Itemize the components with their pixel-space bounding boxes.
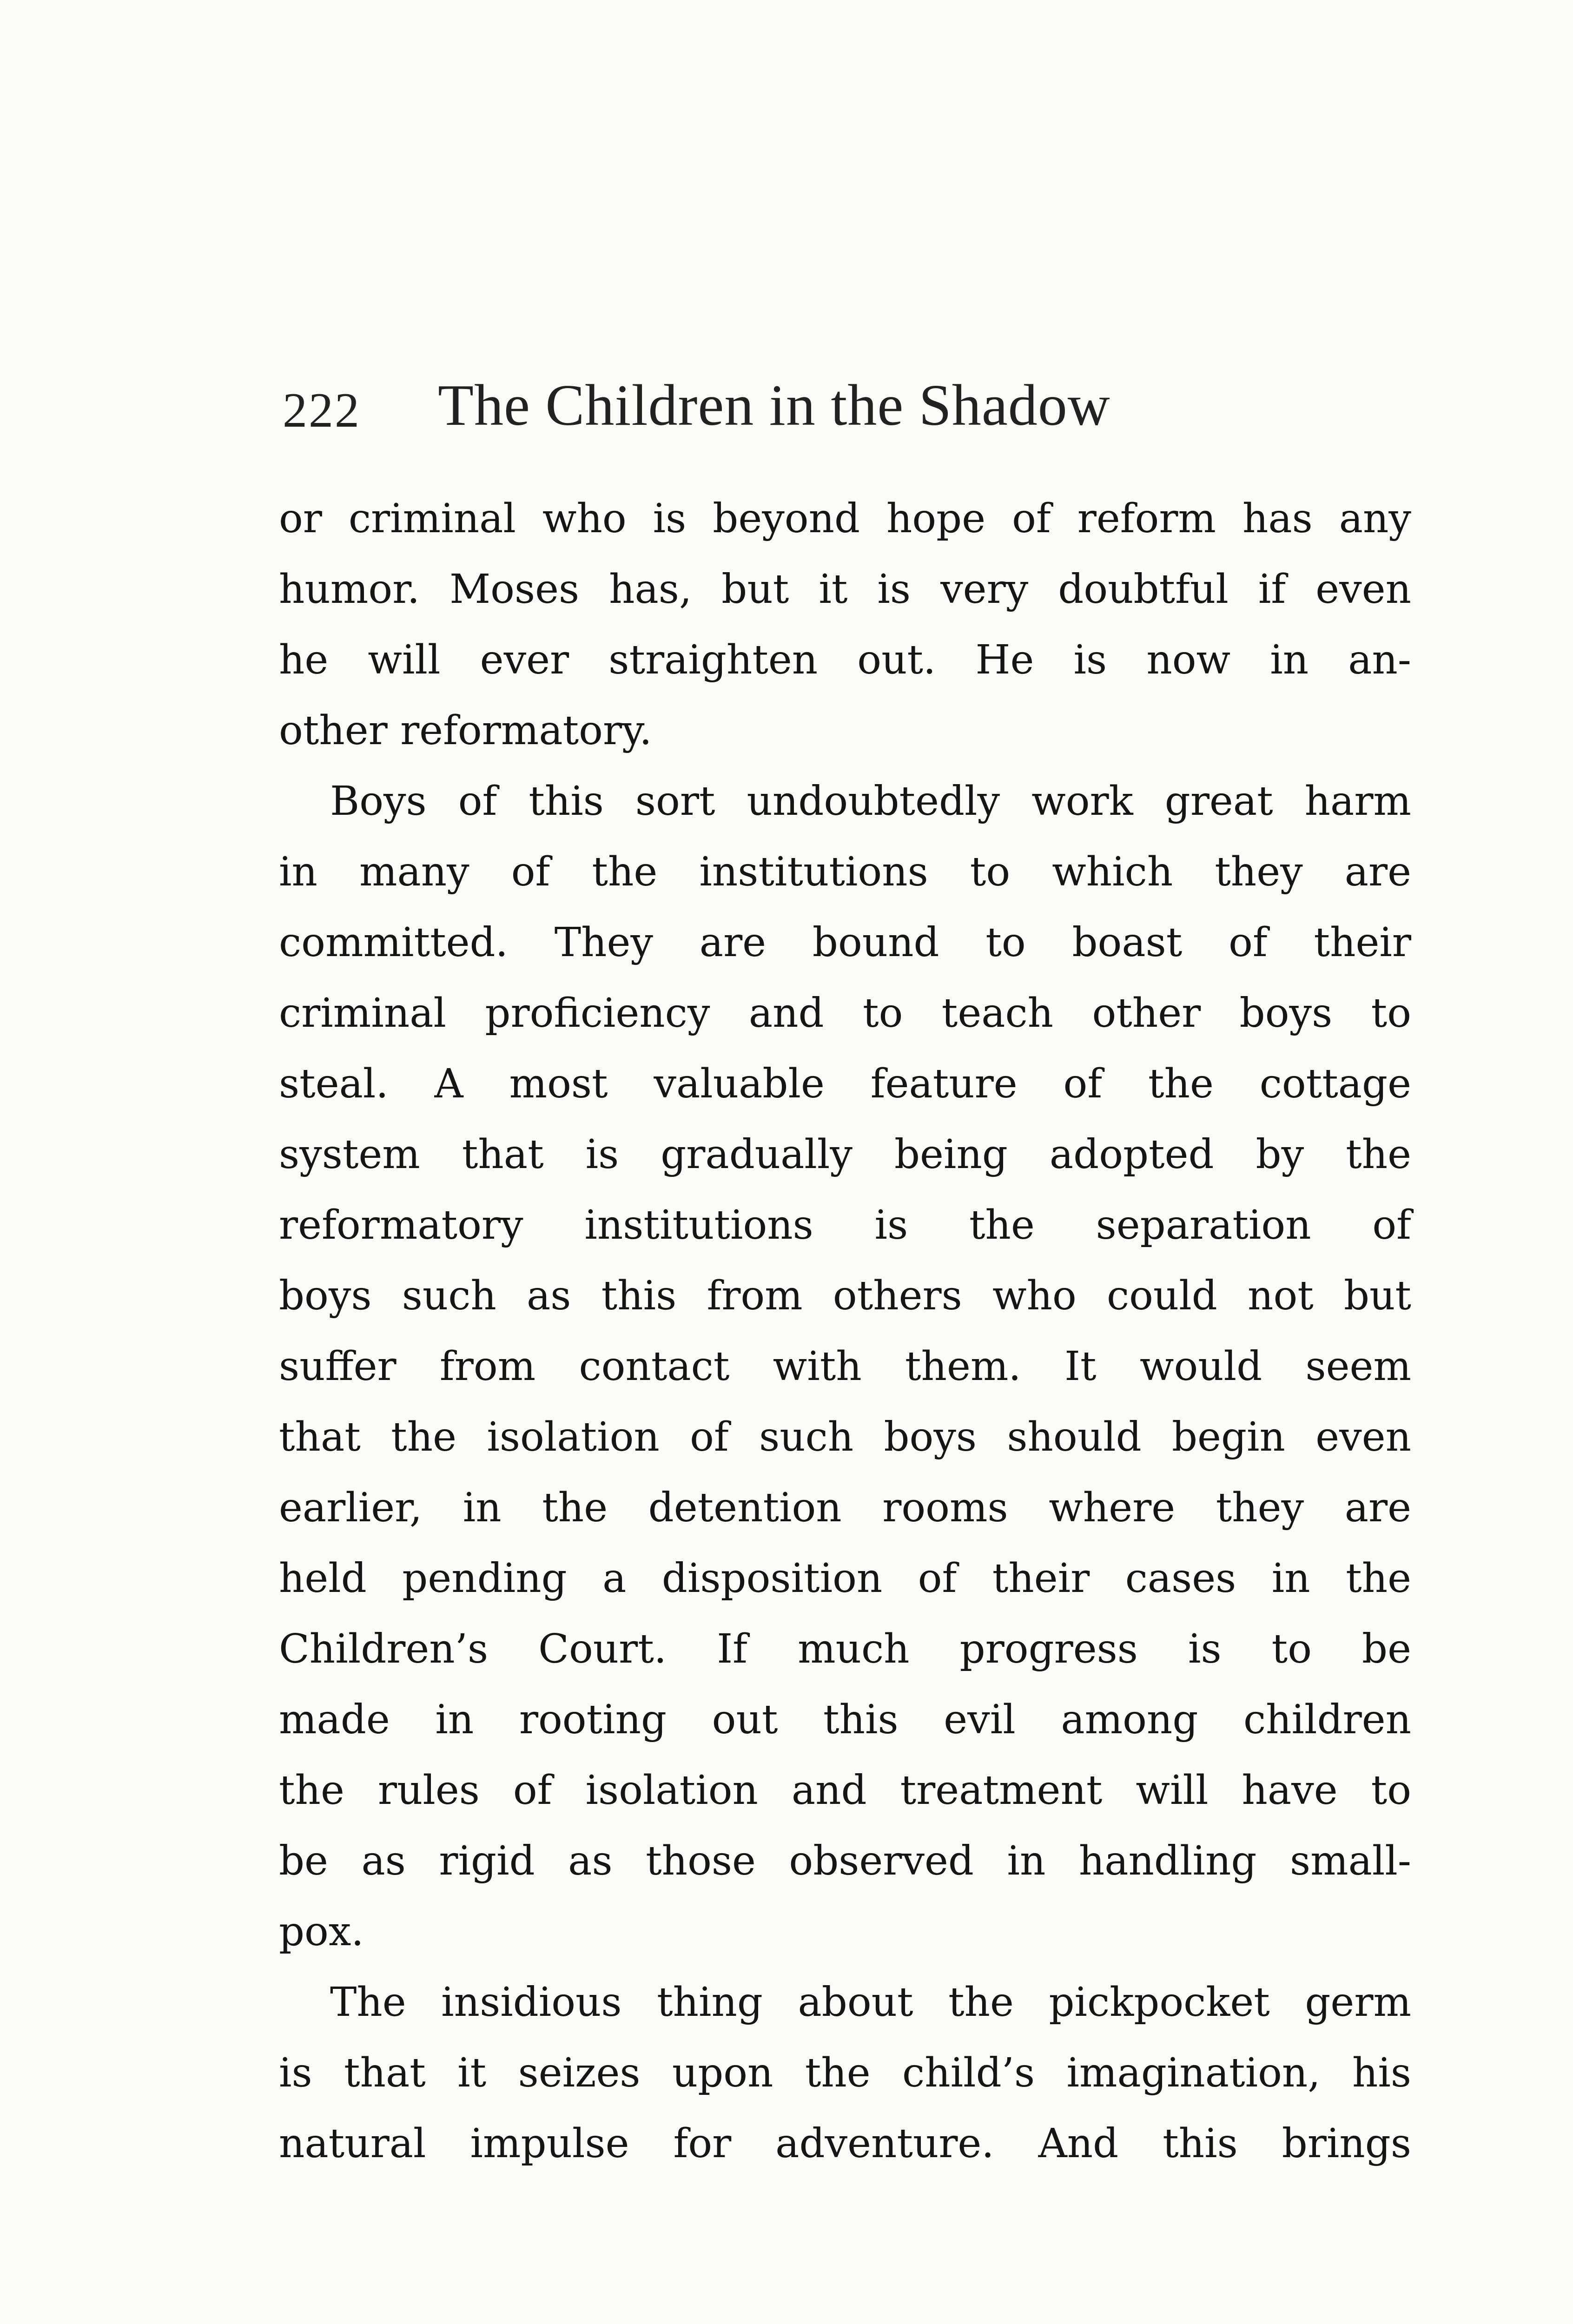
text-line: that the isolation of such boys should begin even <box>279 1414 1411 1460</box>
text-line: pox. <box>279 1908 364 1955</box>
text-line: suffer from contact with them. It would seem <box>279 1343 1411 1390</box>
text-line: in many of the institutions to which they are <box>279 849 1411 895</box>
text-line: held pending a disposition of their cases in the <box>279 1555 1411 1602</box>
text-line: steal. A most valuable feature of the cottage <box>279 1061 1411 1107</box>
text-line: committed. They are bound to boast of their <box>279 919 1411 966</box>
paragraph-2 <box>279 766 1411 1967</box>
text-line: the rules of isolation and treatment will have to <box>279 1767 1411 1814</box>
text-line: criminal proficiency and to teach other boys to <box>279 990 1411 1037</box>
text-line: The insidious thing about the pickpocket germ <box>330 1979 1411 2026</box>
text-line: he will ever straighten out. He is now in an- <box>279 637 1411 683</box>
text-line: is that it seizes upon the child’s imagination, his <box>279 2050 1411 2096</box>
text-line: reformatory institutions is the separation of <box>279 1202 1411 1248</box>
text-line: system that is gradually being adopted by the <box>279 1131 1411 1178</box>
text-line: earlier, in the detention rooms where they are <box>279 1485 1411 1531</box>
text-line: be as rigid as those observed in handling small- <box>279 1838 1411 1884</box>
page-header <box>283 367 1417 460</box>
text-line: other reformatory. <box>279 707 652 754</box>
text-line: or criminal who is beyond hope of reform has any <box>279 495 1411 542</box>
text-line: humor. Moses has, but it is very doubtful if even <box>279 566 1411 613</box>
paragraph-3 <box>279 1967 1411 2179</box>
paragraph-1 <box>279 483 1411 766</box>
page-number: 222 <box>283 383 361 437</box>
text-line: Boys of this sort undoubtedly work great harm <box>330 778 1411 825</box>
text-line: Children’s Court. If much progress is to be <box>279 1626 1411 1672</box>
body-text <box>279 483 1411 2179</box>
text-line: natural impulse for adventure. And this brings <box>279 2120 1411 2167</box>
running-title: The Children in the Shadow <box>438 373 1110 438</box>
text-line: made in rooting out this evil among children <box>279 1697 1411 1743</box>
text-line: boys such as this from others who could not but <box>279 1273 1411 1319</box>
